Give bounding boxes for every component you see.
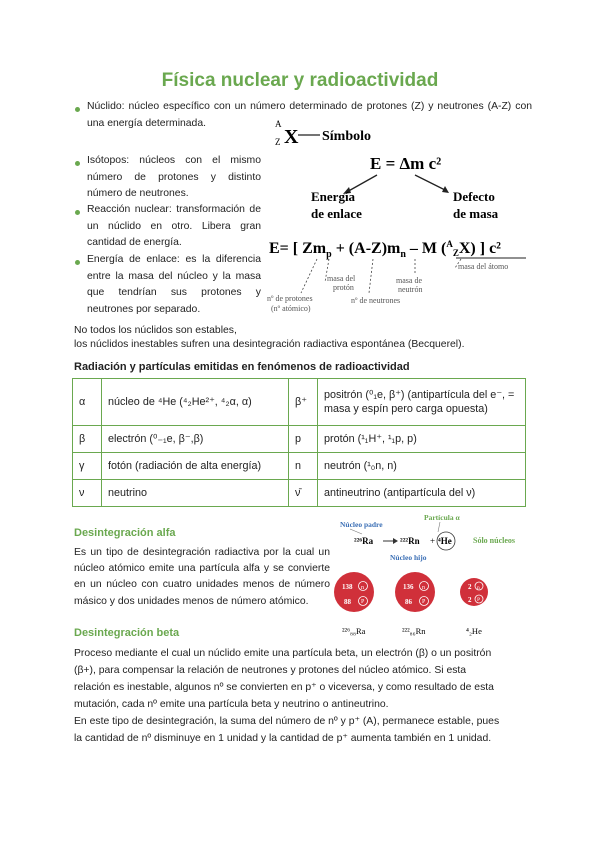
pointer-nprot	[301, 259, 317, 293]
neutron-mark: n	[361, 585, 364, 591]
table-row	[73, 453, 526, 480]
cell-desc: fotón (radiación de alta energía)	[102, 453, 289, 480]
defect-label: Defecto	[453, 189, 495, 204]
cell-desc: protón (¹₁H⁺, ¹₁p, p)	[318, 426, 526, 453]
beta-line: (β+), para compensar la relación de neutrones y protones del núcleo atómico. Si esta	[74, 665, 467, 676]
stable-note: No todos los núclidos son estables,	[74, 325, 237, 336]
note-nprot-2: (nº atómico)	[271, 304, 311, 313]
beta-line-2: la cantidad de nº disminuye en 1 unidad y la cantidad de p⁺ aumenta también en 1 unidad.	[74, 733, 492, 744]
proton-mark: P	[361, 599, 365, 605]
beta-line: Proceso mediante el cual un núclido emite una partícula beta, un electrón (β) o un positrón	[74, 648, 492, 659]
daughter-nucleus	[395, 572, 435, 612]
decay-arrow-head	[393, 538, 398, 544]
defect-label-2: de masa	[453, 206, 499, 221]
note-nneut: nº de neutrones	[351, 296, 401, 305]
particle-label: Partícula α	[424, 513, 460, 522]
bullet-reaccion: Reacción nuclear: transformación de un núclido en otro. Libera gran cantidad de energía.	[87, 204, 261, 248]
bullet-dot	[74, 158, 82, 166]
alpha-p-count: 2	[468, 596, 472, 604]
binding-energy-figure	[265, 115, 550, 320]
beta-line: relación es inestable, algunos nº se convierten en p⁺ o viceversa, y como resultado de esta	[74, 682, 494, 693]
bullet-dot	[74, 207, 82, 215]
eq-ra: ²²⁶Ra	[354, 536, 374, 546]
table-row	[73, 480, 526, 507]
alpha-n-count: 2	[468, 583, 472, 591]
bullet-nuclido: Núclido: núcleo específico con un número determinado de protones (Z) y neutrones (A-Z) con una energía determinada.	[87, 101, 532, 129]
note-proton: masa del	[327, 274, 356, 283]
page-title: Física nuclear y radioactividad	[161, 70, 439, 91]
note-proton-2: protón	[333, 283, 354, 292]
cell-symbol: β⁺	[289, 379, 318, 426]
bullet-energia: Energía de enlace: es la diferencia entre la masa del núcleo y la masa que tendrían sus protones y neutrones por separado.	[87, 254, 261, 315]
arrow-right	[415, 175, 447, 191]
cell-desc: núcleo de ⁴He (⁴₂He²⁺, ⁴₂α, α)	[102, 379, 289, 426]
bullet-isotopos: Isótopos: núcleos con el mismo número de protones y distinto número de neutrones.	[87, 155, 261, 199]
note-nprot: nº de protones	[267, 294, 313, 303]
bottom-he: ⁴₂He	[466, 626, 482, 636]
alpha-nucleus	[460, 578, 488, 606]
eq-he: ⁴He	[438, 536, 452, 546]
symbol-X: X	[284, 126, 299, 148]
parent-label: Núcleo padre	[340, 520, 383, 529]
eq-plus: +	[430, 536, 436, 546]
equation-long: E= [ $Zm_p + (A-Z)m_n - M$ ($^A_Z$X) ] c²	[269, 239, 501, 260]
neutron-mark: n	[422, 585, 425, 591]
note-atom: masa del átomo	[458, 262, 509, 271]
proton-mark: P	[422, 599, 426, 605]
table-row	[73, 426, 526, 453]
beta-heading: Desintegración beta	[74, 627, 180, 639]
radiation-table	[72, 378, 526, 507]
table-row	[73, 379, 526, 426]
cell-symbol: γ	[73, 453, 102, 480]
parent-nucleus	[334, 572, 374, 612]
beta-line-2: En este tipo de desintegración, la suma del número de nº y p⁺ (A), permanece estable, pues	[74, 716, 500, 727]
table-title: Radiación y partículas emitidas en fenómenos de radioactividad	[74, 361, 410, 373]
symbol-A: A	[275, 119, 282, 129]
proton-mark: P	[477, 597, 481, 603]
parent-n-count: 138	[342, 583, 353, 591]
symbol-label: Símbolo	[322, 129, 372, 144]
bottom-ra: ²²⁶₈₈Ra	[342, 626, 366, 636]
cell-symbol: ν	[73, 480, 102, 507]
daughter-label: Núcleo hijo	[390, 553, 427, 562]
equation-short: E = Δm c²	[370, 154, 442, 173]
cell-symbol: β	[73, 426, 102, 453]
cell-symbol: ν̄	[289, 480, 318, 507]
neutron-mark: n	[477, 585, 480, 591]
alpha-text: Es un tipo de desintegración radiactiva por la cual un núcleo atómico emite una partícula alfa y se convierte en un núcleo con cuatro unidades menos de número másico y dos unidades menos de número atómico.	[74, 547, 330, 607]
symbol-Z: Z	[275, 137, 281, 147]
cell-symbol: p	[289, 426, 318, 453]
particle-pointer	[438, 522, 440, 532]
note-neutron-2: neutrón	[398, 285, 423, 294]
cell-desc: neutrino	[102, 480, 289, 507]
cell-symbol: n	[289, 453, 318, 480]
cell-desc: antineutrino (antipartícula del ν)	[318, 480, 526, 507]
daughter-p-count: 86	[405, 598, 412, 606]
energy-label: Energía	[311, 189, 356, 204]
cell-symbol: α	[73, 379, 102, 426]
note-neutron: masa de	[396, 276, 422, 285]
parent-p-count: 88	[344, 598, 351, 606]
energy-label-2: de enlace	[311, 206, 362, 221]
eq-rn: ²²²Rn	[400, 536, 420, 546]
alpha-decay-figure	[328, 512, 528, 642]
only-nuclei-label: Sólo núcleos	[473, 536, 516, 545]
alpha-heading: Desintegración alfa	[74, 527, 176, 539]
bullet-dot	[74, 257, 82, 265]
stable-note-2: los núclidos inestables sufren una desintegración radiactiva espontánea (Becquerel).	[74, 339, 465, 350]
bullet-dot	[74, 104, 82, 112]
parent-pointer	[350, 529, 362, 534]
cell-desc: positrón (⁰₁e, β⁺) (antipartícula del e⁻, = masa y espín pero carga opuesta)	[318, 379, 526, 426]
beta-line: mutación, cada nº emite una partícula beta y neutrino o antineutrino.	[74, 699, 389, 710]
pointer-nneut	[369, 259, 373, 293]
cell-desc: neutrón (¹₀n, n)	[318, 453, 526, 480]
daughter-n-count: 136	[403, 583, 414, 591]
cell-desc: electrón (⁰₋₁e, β⁻,β)	[102, 426, 289, 453]
bottom-rn: ²²²₈₆Rn	[402, 626, 426, 636]
